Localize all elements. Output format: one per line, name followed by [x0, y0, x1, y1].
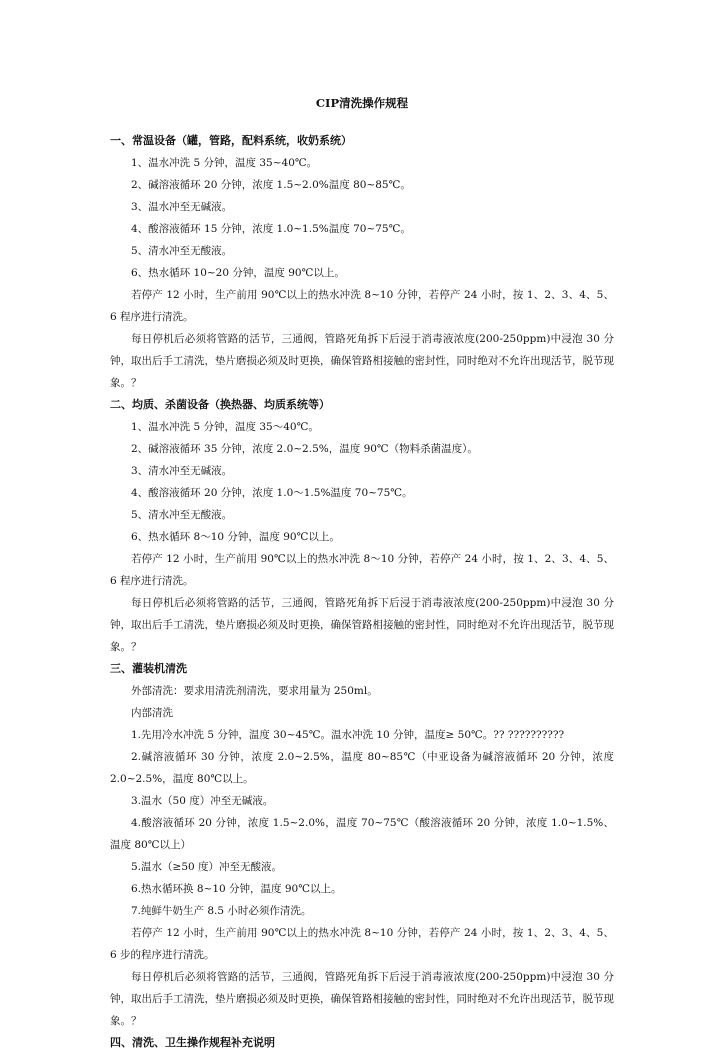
section-3-step: 1.先用冷水冲洗 5 分钟，温度 30~45℃。温水冲洗 10 分钟，温度≥ 50℃。?? ?????????? — [131, 729, 565, 741]
section-3-paragraph: 每日停机后必须将管路的活节，三通阀，管路死角拆下后浸于消毒液浓度(200-250ppm)中浸泡 30 分钟，取出后手工清洗，垫片磨损必须及时更换，确保管路相接触的密封性，同时绝对不允许出现活节，脱节现象。？ — [110, 971, 614, 1027]
section-4-heading: 四、清洗、卫生操作规程补充说明 — [110, 1036, 275, 1049]
section-3-step: 3.温水（50 度）冲至无碱液。 — [131, 795, 274, 807]
section-2-paragraph: 若停产 12 小时，生产前用 90℃以上的热水冲洗 8～10 分钟，若停产 24 小时，按 1、2、3、4、5、6 程序进行清洗。 — [110, 553, 614, 587]
section-1-heading: 一、常温设备（罐，管路，配料系统，收奶系统） — [110, 134, 352, 147]
internal-cleaning-label: 内部清洗 — [131, 707, 173, 719]
section-2-step: 5、清水冲至无酸液。 — [131, 509, 233, 521]
section-2-step: 4、酸溶液循环 20 分钟，浓度 1.0～1.5%温度 70~75℃。 — [131, 487, 413, 499]
section-2-step: 2、碱溶液循环 35 分钟，浓度 2.0~2.5%，温度 90℃（物料杀菌温度）。 — [131, 443, 478, 455]
section-3-step: 2.碱溶液循环 30 分钟，浓度 2.0~2.5%，温度 80~85℃（中亚设备为碱溶液循环 20 分钟，浓度 2.0~2.5%，温度 80℃以上。 — [110, 751, 614, 785]
document-title: CIP清洗操作规程 — [315, 96, 409, 110]
section-4 — [110, 1032, 614, 1054]
section-1-paragraph: 每日停机后必须将管路的活节，三通阀，管路死角拆下后浸于消毒液浓度(200-250ppm)中浸泡 30 分钟，取出后手工清洗，垫片磨损必须及时更换，确保管路相接触的密封性，同时绝对不允许出现活节，脱节现象。？ — [110, 333, 614, 389]
section-1-step: 6、热水循环 10~20 分钟，温度 90℃以上。 — [131, 267, 345, 279]
section-3-step: 4.酸溶液循环 20 分钟，浓度 1.5~2.0%，温度 70~75℃（酸溶液循环 20 分钟，浓度 1.0~1.5%、温度 80℃以上） — [110, 817, 614, 851]
section-3-heading: 三、灌装机清洗 — [110, 662, 187, 675]
section-3-step: 5.温水（≥50 度）冲至无酸液。 — [131, 861, 283, 873]
section-2-step: 1、温水冲洗 5 分钟，温度 35～40℃。 — [131, 421, 319, 433]
section-1-step: 1、温水冲洗 5 分钟，温度 35~40℃。 — [131, 157, 318, 169]
section-1-paragraph: 若停产 12 小时，生产前用 90℃以上的热水冲洗 8~10 分钟，若停产 24 小时，按 1、2、3、4、5、6 程序进行清洗。 — [110, 289, 614, 323]
section-2-paragraph: 每日停机后必须将管路的活节，三通阀，管路死角拆下后浸于消毒液浓度(200-250ppm)中浸泡 30 分钟，取出后手工清洗，垫片磨损必须及时更换，确保管路相接触的密封性，同时绝对不允许出现活节，脱节现象。？ — [110, 597, 614, 653]
section-2-step: 6、热水循环 8～10 分钟，温度 90℃以上。 — [131, 531, 340, 543]
section-1-step: 5、清水冲至无酸液。 — [131, 245, 233, 257]
section-1-step: 4、酸溶液循环 15 分钟，浓度 1.0~1.5%温度 70~75℃。 — [131, 223, 411, 235]
section-1-step: 2、碱溶液循环 20 分钟，浓度 1.5~2.0%温度 80~85℃。 — [131, 179, 411, 191]
section-2 — [110, 394, 614, 658]
section-3-paragraph: 若停产 12 小时，生产前用 90℃以上的热水冲洗 8~10 分钟，若停产 24 小时，按 1、2、3、4、5、6 步的程序进行清洗。 — [110, 927, 614, 961]
section-3-step: 6.热水循环换 8~10 分钟，温度 90℃以上。 — [131, 883, 342, 895]
section-3 — [110, 658, 614, 1032]
section-2-step: 3、清水冲至无碱液。 — [131, 465, 233, 477]
section-3-step: 7.纯鲜牛奶生产 8.5 小时必须作清洗。 — [131, 905, 312, 917]
section-2-heading: 二、均质、杀菌设备（换热器、均质系统等） — [110, 398, 330, 411]
external-cleaning-note: 外部清洗：要求用清洗剂清洗，要求用量为 250ml。 — [131, 685, 378, 697]
section-1 — [110, 130, 614, 394]
section-1-step: 3、温水冲至无碱液。 — [131, 201, 233, 213]
